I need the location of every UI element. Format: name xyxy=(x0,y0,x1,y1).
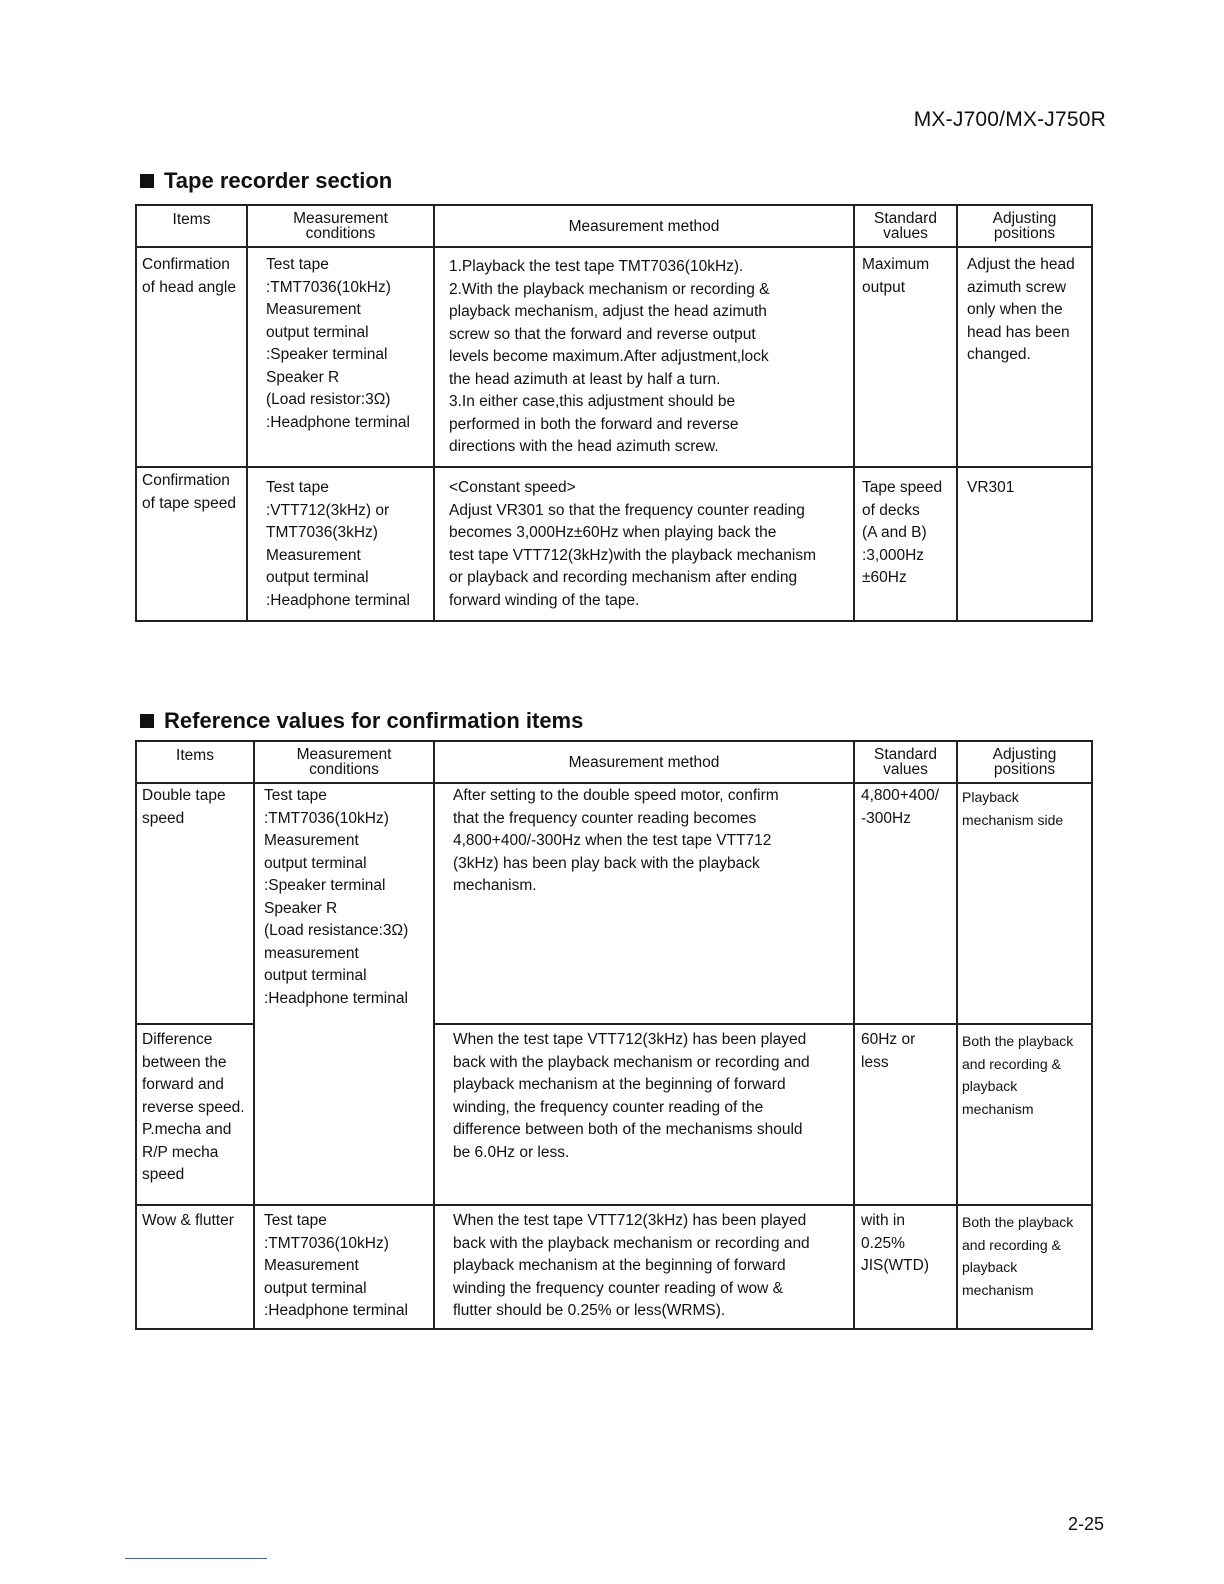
row-conditions: Test tape :TMT7036(10kHz) Measurement output terminal :Headphone terminal xyxy=(254,1205,434,1329)
row-adjusting: Both the playback and recording & playback mechanism xyxy=(957,1205,1092,1329)
header-items: Items xyxy=(136,741,254,783)
header-conditions: Measurement conditions xyxy=(254,741,434,783)
row-item: Double tape speed xyxy=(136,783,254,1024)
tape-section-title xyxy=(140,168,392,194)
header-method: Measurement method xyxy=(434,205,854,247)
row-method: After setting to the double speed motor, confirm that the frequency counter reading becomes 4,800+400/-300Hz when the test tape VTT712 (3kHz) has been play back with the playback mechanism. xyxy=(434,783,854,1024)
table-row xyxy=(136,783,1092,1024)
row-conditions: Test tape :VTT712(3kHz) or TMT7036(3kHz) Measurement output terminal :Headphone terminal xyxy=(247,467,434,621)
header-method: Measurement method xyxy=(434,741,854,783)
reference-values-table xyxy=(135,740,1093,1330)
table-header-row xyxy=(136,741,1092,783)
row-method: <Constant speed> Adjust VR301 so that the frequency counter reading becomes 3,000Hz±60Hz when playing back the test tape VTT712(3kHz)with the playback mechanism or playback and recording mechanism after ending forward winding of the tape. xyxy=(434,467,854,621)
table-row xyxy=(136,247,1092,467)
row-adjusting: VR301 xyxy=(957,467,1092,621)
square-bullet-icon xyxy=(140,174,154,188)
row-adjusting: Adjust the head azimuth screw only when the head has been changed. xyxy=(957,247,1092,467)
header-standard: Standard values xyxy=(854,205,957,247)
row-item: Confirmation of tape speed xyxy=(136,467,247,621)
table-header-row xyxy=(136,205,1092,247)
row-item: Wow & flutter xyxy=(136,1205,254,1329)
row-conditions: Test tape :TMT7036(10kHz) Measurement output terminal :Speaker terminal Speaker R (Load resistance:3Ω) measurement output terminal :Headphone terminal xyxy=(254,783,434,1205)
header-standard: Standard values xyxy=(854,741,957,783)
reference-section-title-text: Reference values for confirmation items xyxy=(164,708,584,733)
page-number: 2-25 xyxy=(1067,1514,1104,1534)
row-standard: Tape speed of decks (A and B) :3,000Hz ±60Hz xyxy=(854,467,957,621)
row-conditions: Test tape :TMT7036(10kHz) Measurement output terminal :Speaker terminal Speaker R (Load resistor:3Ω) :Headphone terminal xyxy=(247,247,434,467)
header-adjusting: Adjusting positions xyxy=(957,741,1092,783)
header-items: Items xyxy=(136,205,247,247)
row-method: When the test tape VTT712(3kHz) has been played back with the playback mechanism or recording and playback mechanism at the beginning of forward winding the frequency counter reading of wow & flutter should be 0.25% or less(WRMS). xyxy=(434,1205,854,1329)
row-adjusting: Both the playback and recording & playback mechanism xyxy=(957,1024,1092,1205)
row-standard: 60Hz or less xyxy=(854,1024,957,1205)
reference-section-title xyxy=(140,708,583,734)
row-adjusting: Playback mechanism side xyxy=(957,783,1092,1024)
row-standard: with in 0.25% JIS(WTD) xyxy=(854,1205,957,1329)
model-number: MX-J700/MX-J750R xyxy=(913,108,1106,131)
tape-recorder-table xyxy=(135,204,1093,622)
row-item: Difference between the forward and reverse speed. P.mecha and R/P mecha speed xyxy=(136,1024,254,1205)
tape-section-title-text: Tape recorder section xyxy=(164,168,393,193)
table-row xyxy=(136,467,1092,621)
footer-rule xyxy=(125,1558,267,1559)
row-item: Confirmation of head angle xyxy=(136,247,247,467)
header-conditions: Measurement conditions xyxy=(247,205,434,247)
row-method: 1.Playback the test tape TMT7036(10kHz). 2.With the playback mechanism or recording & playback mechanism, adjust the head azimuth screw so that the forward and reverse output levels become maximum.After adjustment,lock the head azimuth at least by half a turn. 3.In either case,this adjustment should be performed in both the forward and reverse directions with the head azimuth screw. xyxy=(434,247,854,467)
row-standard: 4,800+400/ -300Hz xyxy=(854,783,957,1024)
row-standard: Maximum output xyxy=(854,247,957,467)
header-adjusting: Adjusting positions xyxy=(957,205,1092,247)
table-row xyxy=(136,1205,1092,1329)
row-method: When the test tape VTT712(3kHz) has been played back with the playback mechanism or recording and playback mechanism at the beginning of forward winding, the frequency counter reading of the difference between both of the mechanisms should be 6.0Hz or less. xyxy=(434,1024,854,1205)
square-bullet-icon xyxy=(140,714,154,728)
